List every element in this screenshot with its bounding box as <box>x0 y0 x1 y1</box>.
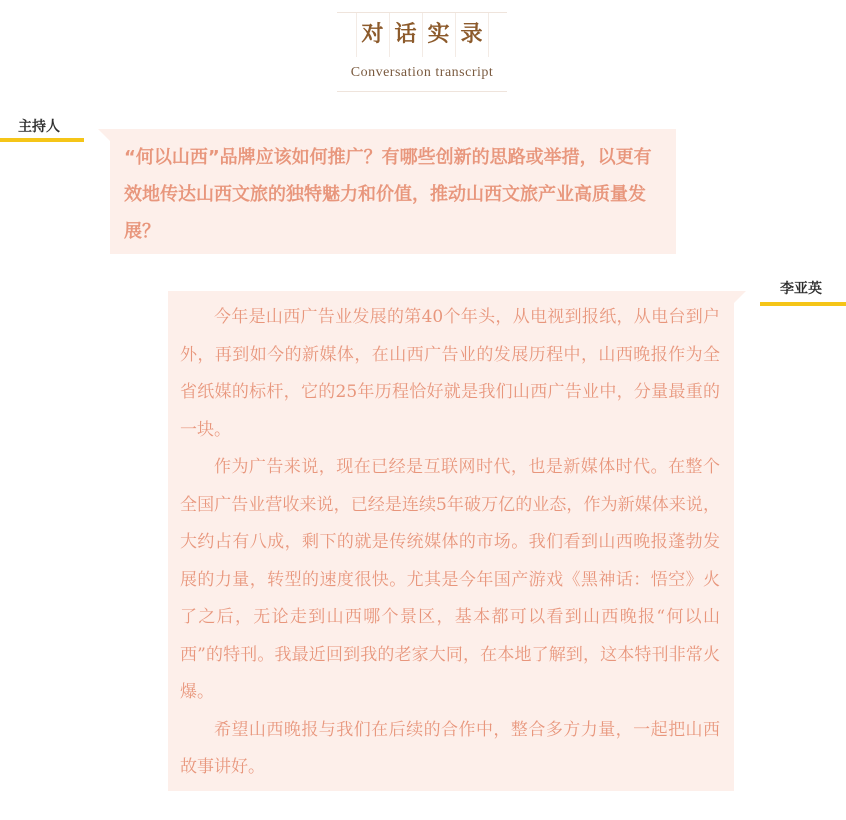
host-speaker-name: 主持人 <box>18 119 60 135</box>
answer-paragraph: 希望山西晚报与我们在后续的合作中，整合多方力量，一起把山西故事讲好。 <box>180 719 720 777</box>
answer-bubble-tail <box>734 291 746 303</box>
section-title <box>337 13 507 57</box>
section-subtitle: Conversation transcript <box>350 65 494 80</box>
host-tag-underline <box>0 138 84 142</box>
answer-paragraph: 作为广告来说，现在已经是互联网时代，也是新媒体时代。在整个全国广告业营收来说，已经是连续5年破万亿的业态，作为新媒体来说，大约占有八成，剩下的就是传统媒体的市场。我们看到山西晚报蓬勃发展的力量，转型的速度很快。尤其是今年国产游戏《黑神话：悟空》火了之后，无论走到山西哪个景区，基本都可以看到山西晚报“何以山西”的特刊。我最近回到我的老家大同，在本地了解到，这本特刊非常火爆。 <box>180 457 720 702</box>
question-text: “何以山西”品牌应该如何推广？有哪些创新的思路或举措，以更有效地传达山西文旅的独特魅力和价值，推动山西文旅产业高质量发展？ <box>124 147 652 242</box>
guest-tag-underline <box>760 302 846 306</box>
title-char: 对 <box>356 13 390 57</box>
host-speaker-tag <box>0 112 84 142</box>
question-bubble-tail <box>98 129 110 141</box>
answer-bubble <box>168 291 734 791</box>
title-char: 实 <box>422 13 456 57</box>
section-header <box>337 12 507 92</box>
answer-paragraph: 今年是山西广告业发展的第40个年头，从电视到报纸，从电台到户外，再到如今的新媒体，在山西广告业的发展历程中，山西晚报作为全省纸媒的标杆，它的25年历程恰好就是我们山西广告业中，分量最重的一块。 <box>180 307 720 440</box>
guest-speaker-name: 李亚英 <box>780 281 822 297</box>
question-bubble <box>110 129 676 254</box>
title-char: 话 <box>389 13 423 57</box>
title-char: 录 <box>455 13 489 57</box>
guest-speaker-tag <box>760 274 846 306</box>
